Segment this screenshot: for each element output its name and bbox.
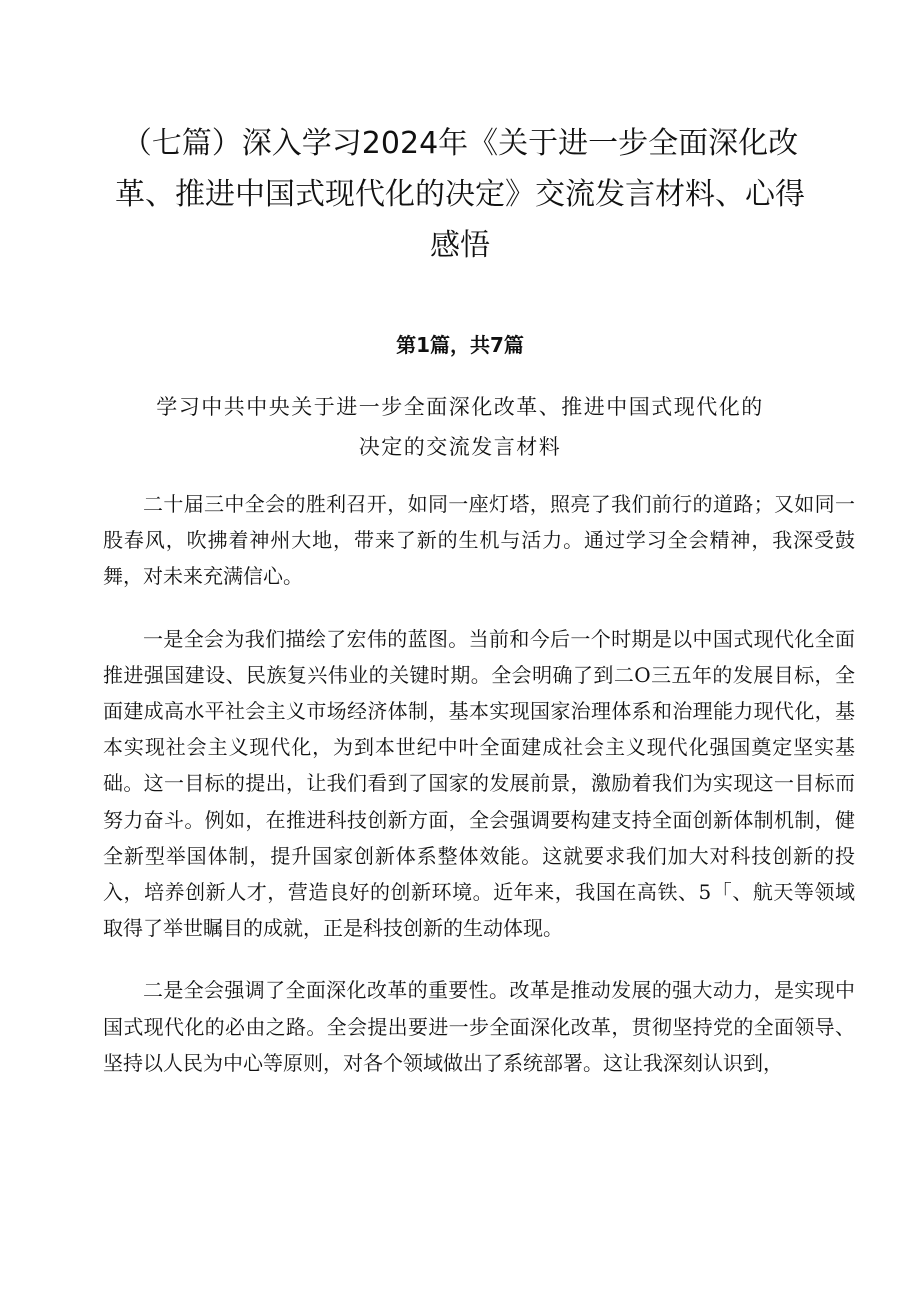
document-title-line: 感悟 [430, 228, 490, 263]
document-title [100, 118, 820, 271]
part-label: 第1篇，共7篇 [396, 333, 524, 357]
document-title-line: 革、推进中国式现代化的决定》交流发言材料、心得 [115, 177, 805, 212]
body-paragraph-intro: 二十届三中全会的胜利召开，如同一座灯塔，照亮了我们前行的道路；又如同一股春风，吹拂着神州大地，带来了新的生机与活力。通过学习全会精神，我深受鼓舞，对未来充满信心。 [103, 492, 855, 589]
article-subtitle-line: 决定的交流发言材料 [358, 435, 562, 459]
body-paragraph-point-one: 一是全会为我们描绘了宏伟的蓝图。当前和今后一个时期是以中国式现代化全面推进强国建设、民族复兴伟业的关键时期。全会明确了到二O三五年的发展目标，全面建成高水平社会主义市场经济体制，基本实现国家治理体系和治理能力现代化，基本实现社会主义现代化，为到本世纪中叶全面建成社会主义现代化强国奠定坚实基础。这一目标的提出，让我们看到了国家的发展前景，激励着我们为实现这一目标而努力奋斗。例如，在推进科技创新方面，全会强调要构建支持全面创新体制机制，健全新型举国体制，提升国家创新体系整体效能。这就要求我们加大对科技创新的投入，培养创新人才，营造良好的创新环境。近年来，我国在高铁、5「、航天等领域取得了举世瞩目的成就，正是科技创新的生动体现。 [103, 626, 855, 941]
article-subtitle-line: 学习中共中央关于进一步全面深化改革、推进中国式现代化的 [156, 395, 764, 419]
article-body [103, 486, 855, 1107]
document-title-line: （七篇）深入学习2024年《关于进一步全面深化改 [121, 126, 799, 161]
body-paragraph-point-two: 二是全会强调了全面深化改革的重要性。改革是推动发展的强大动力，是实现中国式现代化的必由之路。全会提出要进一步全面深化改革，贯彻坚持党的全面领导、坚持以人民为中心等原则，对各个领域做出了系统部署。这让我深刻认识到， [103, 978, 855, 1075]
article-subtitle [90, 387, 830, 467]
